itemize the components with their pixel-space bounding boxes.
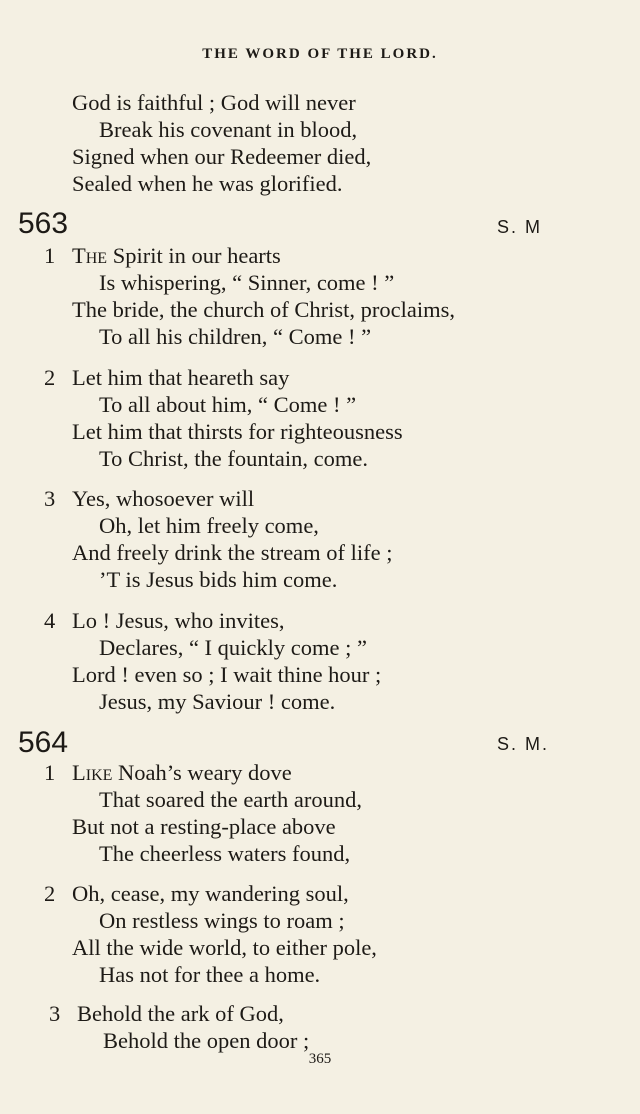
verse-line: Has not for thee a home. — [99, 962, 321, 987]
hymn-meter: S. M. — [497, 734, 550, 754]
verse-line-text: Spirit in our hearts — [112, 243, 281, 268]
verse-line: The cheerless waters found, — [99, 841, 351, 866]
verse-line-text: Noah’s weary dove — [118, 760, 292, 785]
page-number: 365 — [308, 1051, 332, 1067]
stanza-number: 2 — [44, 881, 56, 906]
first-word-small-caps: Like — [72, 760, 113, 785]
verse-line: To all about him, “ Come ! ” — [99, 392, 357, 417]
verse-line: That soared the earth around, — [99, 787, 363, 812]
verse-line: Sealed when he was glorified. — [72, 171, 343, 196]
verse-line: The bride, the church of Christ, proclaims, — [72, 297, 456, 322]
stanza-number: 3 — [49, 1001, 61, 1026]
verse-line: And freely drink the stream of life ; — [72, 540, 393, 565]
verse-line — [72, 762, 292, 785]
verse-line: Lo ! Jesus, who invites, — [72, 608, 285, 633]
verse-line: Behold the open door ; — [103, 1028, 310, 1053]
verse-line: Let him that heareth say — [72, 365, 290, 390]
hymn-number: 564 — [18, 726, 69, 759]
verse-line: Declares, “ I quickly come ; ” — [99, 635, 368, 660]
verse-line: Oh, let him freely come, — [99, 513, 319, 538]
stanza-number: 1 — [44, 243, 56, 268]
stanza-number: 1 — [44, 760, 56, 785]
verse-line — [72, 245, 281, 268]
verse-line: God is faithful ; God will never — [72, 90, 356, 115]
verse-line: ’T is Jesus bids him come. — [99, 567, 338, 592]
verse-line: Let him that thirsts for righteousness — [72, 419, 403, 444]
verse-line: All the wide world, to either pole, — [72, 935, 377, 960]
stanza-number: 3 — [44, 486, 56, 511]
verse-line: On restless wings to roam ; — [99, 908, 345, 933]
hymn-number: 563 — [18, 207, 69, 240]
verse-line: Jesus, my Saviour ! come. — [99, 689, 336, 714]
verse-line: Is whispering, “ Sinner, come ! ” — [99, 270, 395, 295]
verse-line: Break his covenant in blood, — [99, 117, 358, 142]
verse-line: But not a resting-place above — [72, 814, 336, 839]
verse-line: Signed when our Redeemer died, — [72, 144, 372, 169]
verse-line: Oh, cease, my wandering soul, — [72, 881, 349, 906]
verse-line: Lord ! even so ; I wait thine hour ; — [72, 662, 382, 687]
verse-line: Behold the ark of God, — [77, 1001, 284, 1026]
stanza-number: 2 — [44, 365, 56, 390]
verse-line: To all his children, “ Come ! ” — [99, 324, 372, 349]
verse-line: Yes, whosoever will — [72, 486, 255, 511]
running-head: THE WORD OF THE LORD. — [202, 46, 438, 62]
hymn-meter: S. M — [497, 217, 543, 237]
stanza-number: 4 — [44, 608, 56, 633]
verse-line: To Christ, the fountain, come. — [99, 446, 369, 471]
first-word-small-caps: The — [72, 243, 108, 268]
